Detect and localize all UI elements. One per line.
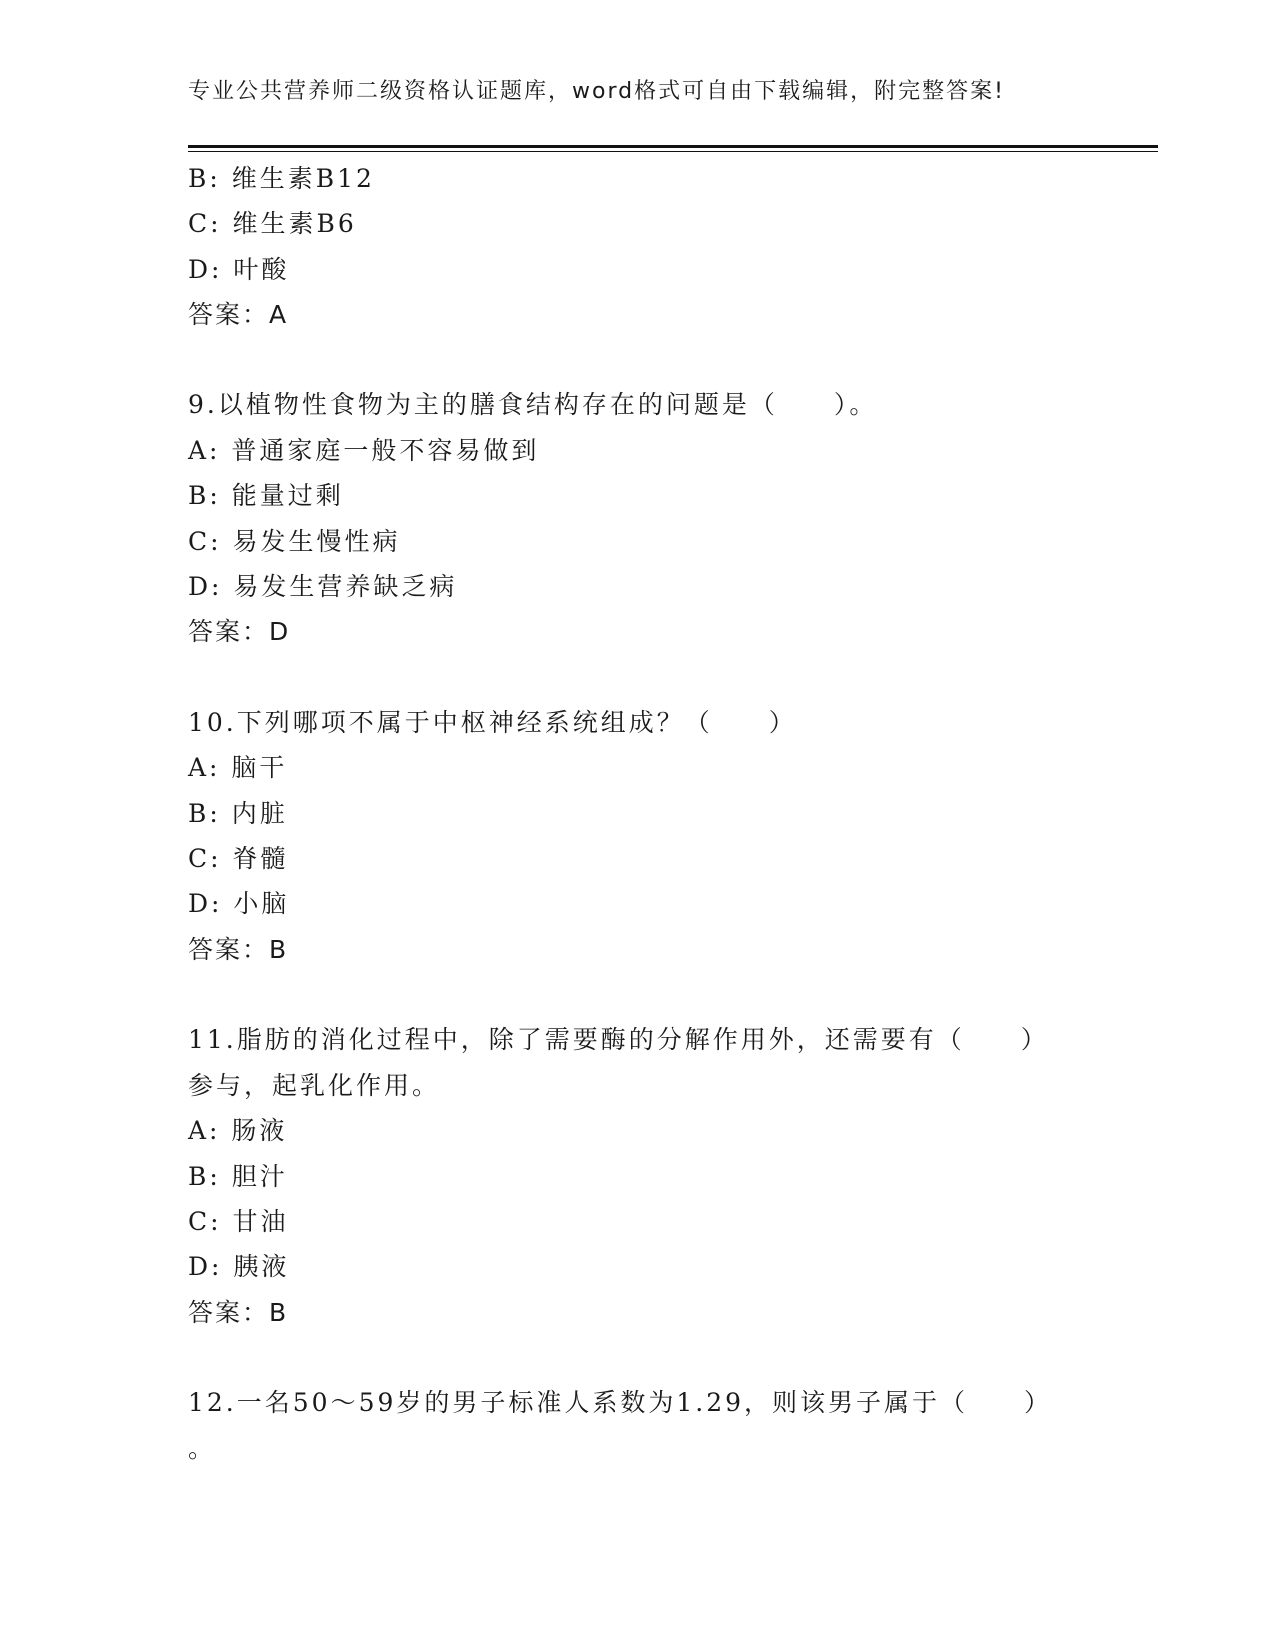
- option-line: D: 胰液: [188, 1252, 290, 1281]
- option-line: B: 胆汁: [188, 1162, 288, 1191]
- option-line: C: 易发生慢性病: [188, 527, 401, 556]
- option-line: C: 甘油: [188, 1207, 289, 1236]
- header-rule-thin: [188, 151, 1158, 152]
- answer-line: 答案：B: [188, 1298, 289, 1327]
- answer-line: 答案：D: [188, 617, 291, 646]
- question-line: 9.以植物性食物为主的膳食结构存在的问题是（ ）。: [188, 390, 878, 419]
- option-line: A: 肠液: [188, 1116, 288, 1145]
- question-line: 10.下列哪项不属于中枢神经系统组成？（ ）: [188, 708, 797, 737]
- option-line: C: 脊髓: [188, 844, 289, 873]
- option-line: A: 普通家庭一般不容易做到: [188, 436, 540, 465]
- option-line: D: 易发生营养缺乏病: [188, 572, 458, 601]
- question-line: 12.一名50～59岁的男子标准人系数为1.29，则该男子属于（ ）: [188, 1388, 1053, 1417]
- page-header: 专业公共营养师二级资格认证题库，word格式可自由下载编辑，附完整答案!: [188, 79, 1005, 104]
- answer-line: 答案：A: [188, 300, 289, 329]
- option-line: B: 内脏: [188, 799, 288, 828]
- option-line: C: 维生素B6: [188, 209, 357, 238]
- question-line: 。: [188, 1434, 217, 1463]
- answer-line: 答案：B: [188, 935, 289, 964]
- option-line: D: 叶酸: [188, 255, 290, 284]
- option-line: B: 能量过剩: [188, 481, 344, 510]
- question-line: 11.脂肪的消化过程中，除了需要酶的分解作用外，还需要有（ ）: [188, 1025, 1049, 1054]
- option-line: B: 维生素B12: [188, 164, 375, 193]
- question-line: 参与，起乳化作用。: [188, 1071, 441, 1100]
- option-line: A: 脑干: [188, 753, 288, 782]
- header-rule-thick: [188, 145, 1158, 148]
- option-line: D: 小脑: [188, 889, 290, 918]
